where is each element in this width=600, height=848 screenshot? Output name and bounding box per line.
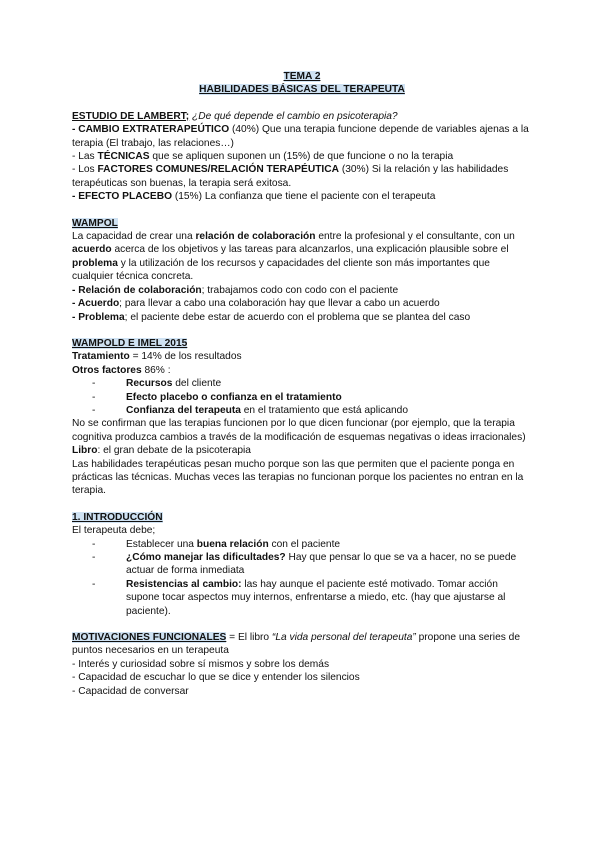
list-item: - Resistencias al cambio: las hay aunque el paciente esté motivado. Tomar acción supone tocar aspectos muy internos, enfrentarse a miedo, etc. (hay que ajustarse al paciente). [72,578,532,618]
list-item: - Efecto placebo o confianza en el tratamiento [72,391,532,404]
wampold-tratamiento: Tratamiento = 14% de los resultados [72,351,242,363]
wampold-libro: Libro: el gran debate de la psicoterapia [72,445,251,457]
lambert-item-tecnicas: - Las TÉCNICAS que se apliquen suponen un (15%) de que funcione o no la terapia [72,151,454,163]
wampold-paragraph-confirm: No se confirman que las terapias funcionen por lo que dicen funcionar (por ejemplo, que la terapia cognitiva produzca cambios a través de la modificación de esquemas negativas o ideas irracionales) [72,418,526,443]
list-item: - Recursos del cliente [72,377,532,390]
intro-lead: El terapeuta debe; [72,525,156,537]
lambert-item-placebo: - EFECTO PLACEBO (15%) La confianza que tiene el paciente con el terapeuta [72,191,436,203]
list-item: - Establecer una buena relación con el paciente [72,538,532,551]
wampol-item-colaboracion: - Relación de colaboración; trabajamos codo con codo con el paciente [72,284,399,296]
wampol-item-problema: - Problema; el paciente debe estar de acuerdo con el problema que se plantea del caso [72,311,471,323]
lambert-question: ¿De qué depende el cambio en psicoterapia? [192,110,398,122]
document-page [72,70,532,698]
lambert-item-factores: - Los FACTORES COMUNES/RELACIÓN TERAPÉUTICA (30%) Si la relación y las habilidades terapéuticas son buenas, la terapia será exitosa. [72,164,509,189]
intro-heading: 1. INTRODUCCIÓN [72,511,163,523]
motivaciones-item: - Capacidad de conversar [72,685,189,697]
document-title: HABILIDADES BÁSICAS DEL TERAPEUTA [199,84,405,96]
tema-label: TEMA 2 [283,71,321,82]
lambert-heading: ESTUDIO DE LAMBERT; ¿De qué depende el cambio en psicoterapia? [72,110,398,122]
motivaciones-heading: MOTIVACIONES FUNCIONALES = El libro “La vida personal del terapeuta” propone una series de puntos necesarios en un terapeuta [72,632,520,657]
wampold-heading: WAMPOLD E IMEL 2015 [72,337,188,349]
wampold-otros-factores: Otros factores 86% : [72,364,171,376]
wampold-factor-list [72,377,532,417]
intro-list [72,538,532,618]
wampol-paragraph: La capacidad de crear una relación de colaboración entre la profesional y el consultante, con un acuerdo acerca de los objetivos y las tareas para alcanzarlos, una explicación plausible sobre el problema y la utilización de los recursos y capacidades del cliente son más importantes que cualquier técnica concreta. [72,231,515,283]
motivaciones-item: - Interés y curiosidad sobre sí mismos y sobre los demás [72,658,330,670]
wampold-paragraph-habilidades: Las habilidades terapéuticas pesan mucho porque son las que permiten que el paciente ponga en prácticas las técnicas. Muchas veces las terapias no funcionan porque los pacientes no entran en la terapia. [72,458,524,497]
motivaciones-item: - Capacidad de escuchar lo que se dice y entender los silencios [72,672,360,684]
book-title: “La vida personal del terapeuta” [271,632,416,644]
lambert-item-extraterapeutico: - CAMBIO EXTRATERAPEÚTICO (40%) Que una terapia funcione depende de variables ajenas a la terapia (El trabajo, las relaciones…) [72,124,529,149]
list-item: - Confianza del terapeuta en el tratamiento que está aplicando [72,404,532,417]
wampol-item-acuerdo: - Acuerdo; para llevar a cabo una colaboración hay que llevar a cabo un acuerdo [72,298,440,310]
wampol-heading: WAMPOL [72,217,118,229]
list-item: - ¿Cómo manejar las dificultades? Hay que pensar lo que se va a hacer, no se puede actuar de forma inmediata [72,551,532,578]
